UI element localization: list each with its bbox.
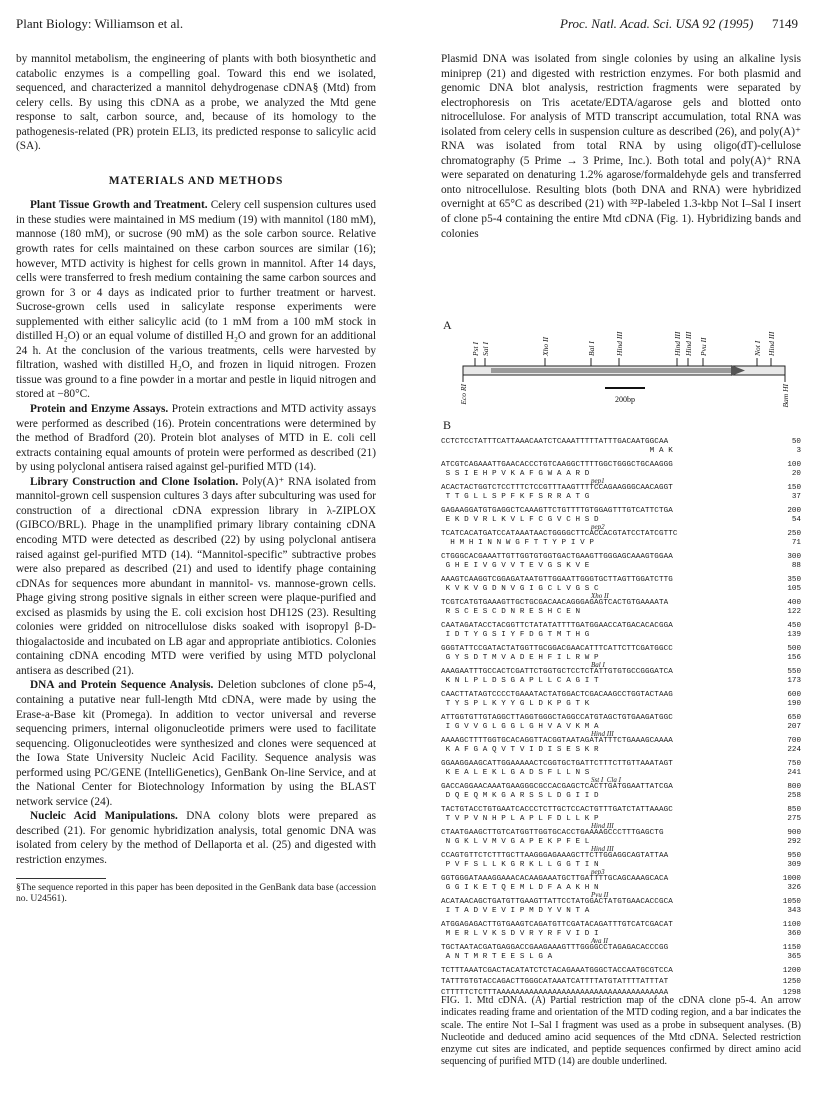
site-label-xho: Xho II: [541, 337, 550, 356]
nucleotide-position: 700: [787, 737, 801, 745]
site-annotation: pep1: [591, 477, 605, 485]
paragraph-body: Protein extractions and MTD activity assays were performed as described (16). Protein concentrations were determined by the method of Bradford (20). Protein blot analyses of MTD in E. coli cell extracts containing equal amounts of protein were performed as described (21) by using polyclonal antisera raised against gel-purified MTD (14).: [16, 403, 376, 474]
nucleotide-sequence: TCGTCATGTGAAAGTTGCTGCGACAACAGGGAGAGTCACTGTGAAAATA: [441, 599, 669, 607]
sequence-row: [441, 806, 801, 829]
nucleotide-position: 100: [787, 461, 801, 469]
nucleotide-sequence: AAAGTCAAGGTCGGAGATAATGTTGGAATTGGGTGCTTAGTTGGATCTTG: [441, 576, 673, 584]
amino-acid-sequence: K E A L E K L G A D S F L L N S: [441, 769, 590, 777]
nucleotide-sequence: CTGGGCACGAAATTGTTGGTGTGGTGACTGAAGTTGGGAGCAAAGTGGAA: [441, 553, 673, 561]
site-annotation: Hind III: [591, 730, 614, 738]
sequence-row: [441, 829, 801, 852]
site-label-eco: Eco RI: [459, 384, 468, 405]
site-annotation: Ava II: [591, 937, 608, 945]
site-annotation: Hind III: [591, 822, 614, 830]
amino-acid-sequence: S S I E H P V K A F G W A A R D: [441, 470, 590, 478]
sequence-row: [441, 783, 801, 806]
residue-position: 173: [787, 677, 801, 685]
amino-acid-sequence: T T G L L S P F K F S R R A T G: [441, 493, 590, 501]
nucleotide-sequence: GGAAGGAAGCATTGGAAAAACTCGGTGCTGATTCTTTCTTGTTAAATAGT: [441, 760, 673, 768]
amino-acid-sequence: K N L P L D S G A P L L C A G I T: [441, 677, 599, 685]
nucleotide-sequence: TCTTTAAATCGACTACATATCTCTACAGAAATGGGCTACCAATGCGTCCA: [441, 967, 673, 975]
nucleotide-sequence: CTTTTTCTCTTTAAAAAAAAAAAAAAAAAAAAAAAAAAAAAAAAAAAAA: [441, 989, 669, 997]
amino-acid-sequence: I T A D V E V I P M D Y V N T A: [441, 907, 590, 915]
nucleotide-position: 300: [787, 553, 801, 561]
sequence-row: [441, 921, 801, 944]
restriction-map: [441, 318, 801, 436]
figure-panel-a: [441, 318, 801, 436]
sequence-row: [441, 622, 801, 645]
nucleotide-sequence: CTAATGAAGCTTGTCATGGTTGGTGCACCTGAAAAGCCCTTTGAGCTG: [441, 829, 664, 837]
residue-position: 326: [787, 884, 801, 892]
nucleotide-sequence: GGGTATTCCGATACTATGGTTGCGGACGAACATTTCATTCTTCGATGGCC: [441, 645, 673, 653]
right-column: [441, 52, 801, 241]
nucleotide-sequence: CAACTTATAGTCCCCTGAAATACTATGGACTCGACAAGCCTGGTACTAAG: [441, 691, 673, 699]
residue-position: 207: [787, 723, 801, 731]
methods-paragraph: [16, 475, 376, 679]
nucleotide-sequence: CAATAGATACCTACGGTTCTATATATTTTGATGGAACCATGACACACGGA: [441, 622, 673, 630]
scale-bar-label: 200bp: [615, 395, 635, 404]
nucleotide-position: 850: [787, 806, 801, 814]
sequence-row: [441, 507, 801, 530]
amino-acid-sequence: I D T Y G S I Y F D G T M T H G: [441, 631, 590, 639]
nucleotide-sequence: ATGGAGAGACTTGTGAAGTCAGATGTTCGATACAGATTTGTCATCGACAT: [441, 921, 673, 929]
sequence-row: [441, 978, 801, 989]
left-column: [16, 52, 376, 905]
amino-acid-sequence: T V P V N H P L A P L F D L L K P: [441, 815, 599, 823]
panel-b-label: B: [443, 418, 452, 432]
nucleotide-position: 1250: [782, 978, 801, 986]
sequence-row: [441, 576, 801, 599]
amino-acid-sequence: P V F S L L K G R K L L G G T I N: [441, 861, 599, 869]
nucleotide-sequence: TCATCACATGATCCATAAATAACTGGGGCTTCACCACGTATCCTATCGTTC: [441, 530, 678, 538]
page-number: 7149: [772, 16, 798, 31]
nucleotide-sequence: TACTGTACCTGTGAATCACCCTCTTGCTCCACTGTTTGATCTATTAAAGC: [441, 806, 673, 814]
site-label-bal: Bal I: [587, 341, 596, 356]
nucleotide-sequence: AAAGAATTTGCCACTCGATTCTGGTGCTCCTCTATTGTGTGCCGGGATCA: [441, 668, 673, 676]
sequence-row: [441, 553, 801, 576]
amino-acid-sequence: M E R L V K S D V R Y R F V I D I: [441, 930, 599, 938]
sequence-row: [441, 898, 801, 921]
sequence-row: [441, 737, 801, 760]
nucleotide-position: 1298: [782, 989, 801, 997]
nucleotide-sequence: ACATAACAGCTGATGTTGAAGTTATTCCTATGGACTATGTGAACACCGCA: [441, 898, 673, 906]
residue-position: 343: [787, 907, 801, 915]
nucleotide-position: 1100: [782, 921, 801, 929]
sequence-row: [441, 530, 801, 553]
site-annotation: Sst I Cla I: [591, 776, 621, 784]
amino-acid-sequence: N G K L V M V G A P E K P F E L: [441, 838, 590, 846]
paragraph-body: DNA colony blots were prepared as described (21). For genomic hybridization analysis, total genomic DNA was isolated from celery by the method of Dellaporta et al. (25) and digested with restriction enzymes.: [16, 810, 376, 866]
paragraph-lead: Plant Tissue Growth and Treatment.: [30, 199, 208, 212]
nucleotide-position: 450: [787, 622, 801, 630]
site-annotation: pep2: [591, 523, 605, 531]
nucleotide-sequence: ATCGTCAGAAATTGAACACCCTGTCAAGGCTTTTGGCTGGGCTGCAAGGG: [441, 461, 673, 469]
residue-position: 241: [787, 769, 801, 777]
sequence-row: [441, 484, 801, 507]
nucleotide-position: 500: [787, 645, 801, 653]
paragraph-body: Deletion subclones of clone p5-4, containing a putative near full-length Mtd cDNA, were made by using the Erase-a-Base kit (Promega). In addition to vector universal and reverse sequencing primers, internal oligonucleotide primers were used to facilitate sequencing. Oligonucleotides were synthesized and clones were sequenced at the Iowa State University Nucleic Acid Facility. Sequence analysis was performed using PC/GENE (IntelliGenetics), GenBank On-line Service, and at the National Center for Biotechnology Information by using the BLAST network service (24).: [16, 679, 376, 808]
nucleotide-position: 350: [787, 576, 801, 584]
residue-position: 190: [787, 700, 801, 708]
site-label-hind2: Hind III: [673, 331, 682, 356]
nucleotide-sequence: TGCTAATACGATGAGGACCGAAGAAAGTTTGGGGCCTAGAGACACCCGG: [441, 944, 669, 952]
footnote: §The sequence reported in this paper has been deposited in the GenBank data base (accession no. U24561).: [16, 881, 376, 905]
figure-caption: FIG. 1. Mtd cDNA. (A) Partial restriction map of the cDNA clone p5-4. An arrow indicates reading frame and orientation of the MTD coding region, and a bar indicates the scale. The entire Not I–Sal I fragment was used as a probe in subsequent analyses. (B) Nucleotide and deduced amino acid sequences of the Mtd cDNA. Selected restriction enzyme cut sites are indicated, and peptide sequences confirmed by direct amino acid sequencing of purified MTD (14) are double underlined.: [441, 995, 801, 1068]
residue-position: 37: [791, 493, 801, 501]
site-annotation: Xho II: [591, 592, 609, 600]
residue-position: 224: [787, 746, 801, 754]
panel-a-label: A: [443, 318, 452, 332]
intro-paragraph: by mannitol metabolism, the engineering of plants with both biosynthetic and catabolic enzymes is a compelling goal. Toward this end we isolated, sequenced, and characterized a mannitol dehydrogenase cDNA§ (Mtd) from celery cells. By using this cDNA as a probe, we analyzed the Mtd gene response to salt, carbon source, and, because of its homology to the pathogenesis-related (PR) protein ELI3, its predicted response to salicylic acid (SA).: [16, 53, 376, 153]
nucleotide-sequence: AAAAGCTTTTGGTGCACAGGTTACGGTAATAGATATTTCTGAAAGCAAAA: [441, 737, 673, 745]
residue-position: 309: [787, 861, 801, 869]
site-annotation: Hind III: [591, 845, 614, 853]
amino-acid-sequence: T Y S P L K Y Y G L D K P G T K: [441, 700, 590, 708]
nucleotide-position: 950: [787, 852, 801, 860]
amino-acid-sequence: H M H I N N W G F T T Y P I V P: [441, 539, 595, 547]
nucleotide-position: 50: [791, 438, 801, 446]
nucleotide-position: 800: [787, 783, 801, 791]
site-label-hind1: Hind III: [615, 331, 624, 356]
nucleotide-sequence: ACACTACTGGTCTCCTTTCTCCGTTTAAGTTTTCCAGAAGGGCAACAGGT: [441, 484, 673, 492]
nucleotide-sequence: ATTGGTGTTGTAGGCTTAGGTGGGCTAGGCCATGTAGCTGTGAAGATGGC: [441, 714, 673, 722]
residue-position: 139: [787, 631, 801, 639]
methods-paragraph: [16, 809, 376, 867]
residue-position: 258: [787, 792, 801, 800]
section-heading: MATERIALS AND METHODS: [108, 174, 284, 187]
nucleotide-sequence: CCAGTGTTCTCTTTGCTTAAGGGAGAAAGCTTCTTGGAGGCAGTATTAA: [441, 852, 669, 860]
residue-position: 3: [796, 447, 801, 455]
sequence-row: [441, 645, 801, 668]
nucleotide-sequence: CCTCTCCTATTTCATTAAACAATCTCAAATTTTTATTTGACAATGGCAA: [441, 438, 669, 446]
nucleotide-sequence: TATTTGTGTACCAGACTTGGGCATAAATCATTTTATGTATTTTATTTAT: [441, 978, 669, 986]
methods-paragraph: [16, 198, 376, 402]
sequence-row: [441, 760, 801, 783]
nucleotide-position: 200: [787, 507, 801, 515]
nucleotide-position: 150: [787, 484, 801, 492]
nucleotide-position: 900: [787, 829, 801, 837]
paragraph-body: Celery cell suspension cultures used in these studies were maintained in MS medium (19) with mannitol (180 mM), mannose (180 mM), or sucrose (90 mM) as the sole carbon source. Relative growth rates for cells maintained on these carbon sources are similar (16); however, MTD activity is highest for cells grown in mannitol. After 14 days, cells were transferred to fresh medium containing the same carbon sources and grown for 3 or 4 days as indicated prior to further treatment or harvest. Sucrose-grown cells used in salicylate response experiments were supplemented with either salicylic acid (to 1 mM from a 100 mM stock in distilled H₂O) or an equal volume of distilled H₂O and grown for an additional 24 h. At the conclusion of the various treatments, cells were harvested by filtration, washed with distilled H₂O, and frozen in liquid nitrogen. Frozen tissue was ground to a fine powder in a mortar and pestle in liquid nitrogen and stored at −80°C.: [16, 199, 376, 401]
amino-acid-sequence: G Y S D T M V A D E H F I L R W P: [441, 654, 599, 662]
nucleotide-position: 1000: [782, 875, 801, 883]
amino-acid-sequence: K V K V G D N V G I G C L V G S C: [441, 585, 599, 593]
site-label-hind4: Hind III: [767, 331, 776, 356]
nucleotide-sequence: GACCAGGAACAAATGAAGGGCGCCACGAGCTCACTTGATGGAATTATCGA: [441, 783, 673, 791]
residue-position: 54: [791, 516, 801, 524]
nucleotide-sequence: GAGAAGGATGTGAGGCTCAAAGTTCTGTTTTGTGGAGTTTGTCATTCTGA: [441, 507, 673, 515]
sequence-row: [441, 967, 801, 978]
nucleotide-position: 1200: [782, 967, 801, 975]
amino-acid-sequence: K A F G A Q V T V I D I S E S K R: [441, 746, 599, 754]
sequence-row: [441, 875, 801, 898]
residue-position: 360: [787, 930, 801, 938]
residue-position: 105: [787, 585, 801, 593]
sequence-row: [441, 438, 801, 461]
sequence-row: [441, 714, 801, 737]
paragraph-lead: Library Construction and Clone Isolation.: [30, 475, 239, 488]
amino-acid-sequence: A N T M R T E E S L G A: [441, 953, 553, 961]
site-annotation: Pvu II: [591, 891, 609, 899]
running-header-journal: Proc. Natl. Acad. Sci. USA 92 (1995): [560, 16, 754, 31]
sequence-row: [441, 668, 801, 691]
residue-position: 88: [791, 562, 801, 570]
residue-position: 20: [791, 470, 801, 478]
residue-position: 365: [787, 953, 801, 961]
continued-paragraph: Plasmid DNA was isolated from single colonies by using an alkaline lysis miniprep (21) and digested with restriction enzymes. For both plasmid and genomic DNA blot analysis, restriction fragments were separated by electrophoresis on Tris acetate/EDTA/agarose gels and blotted onto nitrocellulose. For analysis of MTD transcript accumulation, total RNA was isolated from celery cells in suspension culture as described (26), and poly(A)⁺ RNA was isolated from total RNA by using oligo(dT)-cellulose chromatography (5 Prime → 3 Prime, Inc.). Both total and poly(A)⁺ RNA were separated on denaturing 1.2% agarose/formaldehyde gels and transferred onto nitrocellulose. Resulting blots (both DNA and RNA) were hybridized overnight at 65°C as described (21) with ³²P-labeled 1.3-kbp Not I–Sal I insert of clone p5-4 containing the entire Mtd cDNA (Fig. 1). Hybridizing bands and colonies: [441, 53, 801, 240]
nucleotide-position: 250: [787, 530, 801, 538]
paragraph-lead: DNA and Protein Sequence Analysis.: [30, 679, 214, 692]
sequence-panel: [441, 438, 801, 997]
site-label-pst: Pst I: [471, 342, 480, 356]
methods-paragraph: [16, 678, 376, 809]
site-label-hind3: Hind III: [684, 331, 693, 356]
paragraph-body: Poly(A)⁺ RNA isolated from mannitol-grown cell suspension cultures 3 days after subculturing was used for construction of a directional cDNA expression library in λ-ZIPLOX (GIBCO/BRL). Phage in the unamplified primary library containing cDNA encoding MTD were detected as described (22) by using polyclonal antisera raised against gel-purified MTD (14). “Mannitol-specific” subtractive probes were also prepared as described (21) and used to identify phage containing cDNAs for sequences more abundant in mannitol- vs. mannose-grown cells. Phage giving strong positive signals in either screen were plaque-purified and excised as plasmids by using the E. coli excision host DH12S (23). Resulting colonies were gridded on nitrocellulose disks soaked with isopropyl β-D-thiogalactoside and incubated on LB agar and appropriate antibiotics. Colonies containing cDNA encoding MTD were verified by using MTD polyclonal antisera as described (21).: [16, 475, 376, 677]
amino-acid-sequence: R S C E S C D N R E S H C E N: [441, 608, 581, 616]
residue-position: 122: [787, 608, 801, 616]
paragraph-lead: Protein and Enzyme Assays.: [30, 403, 169, 416]
nucleotide-position: 1150: [782, 944, 801, 952]
site-label-pvu: Pvu II: [699, 337, 708, 356]
nucleotide-sequence: GGTGGGATAAAGGAAACACAAGAAATGCTTGATTTTGCAGCAAAGCACA: [441, 875, 669, 883]
nucleotide-position: 1050: [782, 898, 801, 906]
residue-position: 292: [787, 838, 801, 846]
residue-position: 71: [791, 539, 801, 547]
nucleotide-position: 750: [787, 760, 801, 768]
site-label-bam: Bam HI: [781, 384, 790, 408]
amino-acid-sequence: E K D V R L K V L F C G V C H S D: [441, 516, 599, 524]
amino-acid-sequence: G G I K E T Q E M L D F A A K H N: [441, 884, 599, 892]
site-annotation: pep3: [591, 868, 605, 876]
residue-position: 156: [787, 654, 801, 662]
nucleotide-position: 600: [787, 691, 801, 699]
site-annotation: Bal I: [591, 661, 605, 669]
paragraph-lead: Nucleic Acid Manipulations.: [30, 810, 178, 823]
coding-region-arrow-body: [491, 368, 731, 373]
footnote-rule: [16, 878, 106, 879]
site-label-sal: Sal I: [481, 342, 490, 356]
sequence-row: [441, 852, 801, 875]
sequence-row: [441, 461, 801, 484]
amino-acid-sequence: D Q E Q M K G A R S S L D G I I D: [441, 792, 599, 800]
residue-position: 275: [787, 815, 801, 823]
sequence-row: [441, 691, 801, 714]
site-label-not: Not I: [753, 340, 762, 356]
nucleotide-position: 400: [787, 599, 801, 607]
amino-acid-sequence: I G V V G L G G L G H V A V K M A: [441, 723, 599, 731]
running-header-left: Plant Biology: Williamson et al.: [16, 16, 184, 31]
nucleotide-position: 650: [787, 714, 801, 722]
sequence-row: [441, 944, 801, 967]
methods-paragraph: [16, 402, 376, 475]
amino-acid-sequence: G H E I V G V V T E V G S K V E: [441, 562, 590, 570]
nucleotide-position: 550: [787, 668, 801, 676]
sequence-row: [441, 599, 801, 622]
amino-acid-sequence: M A K: [441, 447, 673, 455]
